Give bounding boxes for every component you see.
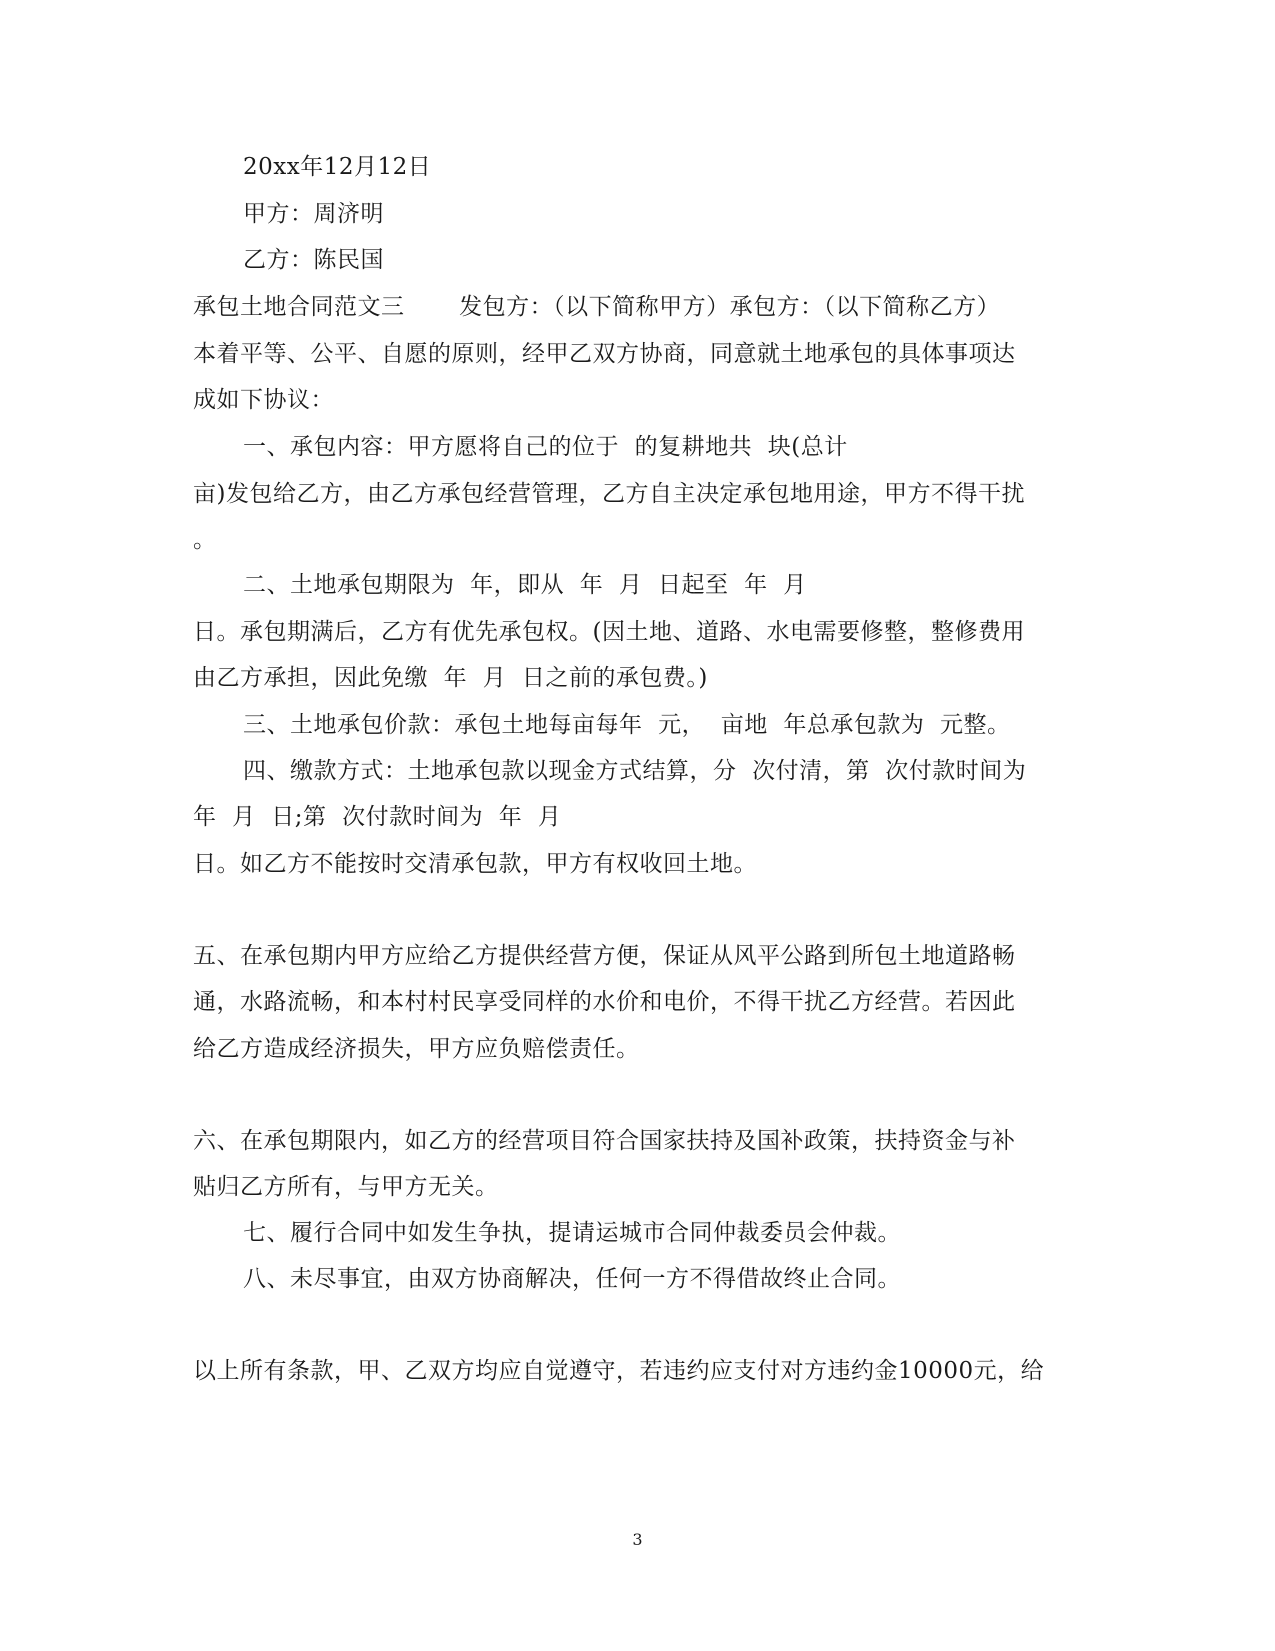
party-b-line: 乙方：陈民国 <box>243 247 384 273</box>
clause-7-line: 七、履行合同中如发生争执，提请运城市合同仲裁委员会仲裁。 <box>243 1220 901 1246</box>
clause-2-line: 二、土地承包期限为 年，即从 年 月 日起至 年 月 <box>243 572 807 598</box>
contract-title-line: 承包土地合同范文三 发包方：（以下简称甲方）承包方：（以下简称乙方） <box>193 294 1001 320</box>
clause-5-line: 给乙方造成经济损失，甲方应负赔偿责任。 <box>193 1036 640 1062</box>
clause-4-line: 日。如乙方不能按时交清承包款，甲方有权收回土地。 <box>193 851 757 877</box>
clause-6-line: 贴归乙方所有，与甲方无关。 <box>193 1174 499 1200</box>
party-a-line: 甲方：周济明 <box>243 201 384 227</box>
clause-3-line: 三、土地承包价款：承包土地每亩每年 元， 亩地 年总承包款为 元整。 <box>243 712 1011 738</box>
clause-1-line: 。 <box>193 527 217 553</box>
date-line: 20xx年12月12日 <box>243 154 432 180</box>
clause-2-line: 日。承包期满后，乙方有优先承包权。(因土地、道路、水电需要修整，整修费用 <box>193 619 1025 645</box>
clause-8-line: 八、未尽事宜，由双方协商解决，任何一方不得借故终止合同。 <box>243 1266 901 1292</box>
clause-4-line: 年 月 日;第 次付款时间为 年 月 <box>193 804 562 830</box>
clause-6-line: 六、在承包期限内，如乙方的经营项目符合国家扶持及国补政策，扶持资金与补 <box>193 1128 1016 1154</box>
clause-2-line: 由乙方承担，因此免缴 年 月 日之前的承包费。) <box>193 665 708 691</box>
clause-1-line: 一、承包内容：甲方愿将自己的位于 的复耕地共 块(总计 <box>243 434 848 460</box>
clause-4-line: 四、缴款方式：土地承包款以现金方式结算，分 次付清，第 次付款时间为 <box>243 758 1027 784</box>
paragraph-line: 成如下协议： <box>193 387 334 413</box>
paragraph-line: 本着平等、公平、自愿的原则，经甲乙双方协商，同意就土地承包的具体事项达 <box>193 341 1016 367</box>
page-number: 3 <box>632 1530 643 1549</box>
clause-5-line: 五、在承包期内甲方应给乙方提供经营方便，保证从风平公路到所包土地道路畅 <box>193 943 1016 969</box>
closing-line: 以上所有条款，甲、乙双方均应自觉遵守，若违约应支付对方违约金10000元，给 <box>193 1358 1045 1384</box>
clause-1-line: 亩)发包给乙方，由乙方承包经营管理，乙方自主决定承包地用途，甲方不得干扰 <box>193 481 1025 507</box>
clause-5-line: 通，水路流畅，和本村村民享受同样的水价和电价，不得干扰乙方经营。若因此 <box>193 989 1016 1015</box>
